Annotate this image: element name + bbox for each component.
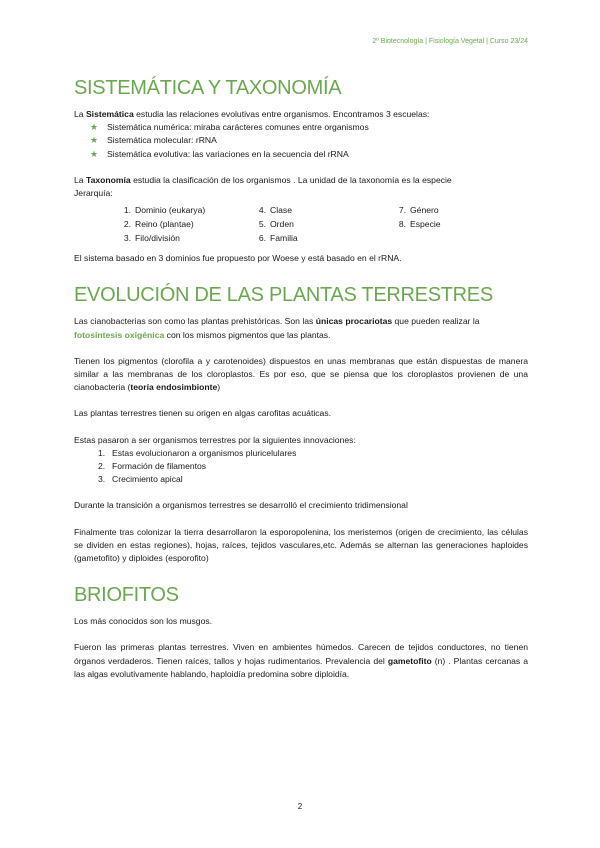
rank-number: 6. [258,233,266,244]
text-run: ) [217,382,221,393]
text-run: que pueden realizar la [392,316,480,327]
list-number: 3. [98,474,106,485]
rank-label: Clase [270,205,292,216]
rank-number: 8. [398,219,406,230]
rank-label: Especie [410,219,441,230]
running-header: 2º Biotecnología | Fisiología Vegetal | Curso 23/24 [372,38,528,45]
page-number: 2 [297,802,303,811]
list-item [90,148,528,161]
rank-item [114,204,205,217]
rank-item [249,218,294,231]
schools-list [74,121,528,161]
innovaciones-intro: Estas pasaron a ser organismos terrestres por la siguientes innovaciones: [74,434,356,445]
text-run: estudia las relaciones evolutivas entre organismos. Encontramos 3 escuelas: [133,109,430,119]
pigmentos-paragraph [74,355,528,395]
rank-item [114,218,194,231]
hierarchy-list [74,204,528,246]
term-procariotas: únicas procariotas [315,316,393,327]
rank-label: Orden [270,219,294,230]
text-run: La [74,109,86,119]
text-run: estudia la clasificación de los organismos . La unidad de la taxonomía es la especie [130,174,452,185]
star-bullet-icon: ★ [90,135,99,146]
rank-number: 7. [398,205,406,216]
rank-number: 1. [123,205,131,216]
list-item-text: Crecimiento apical [112,474,183,485]
text-run: Tienen los pigmentos (clorofila a y carotenoides) dispuestos en unas membranas que están dispuestas de manera similar a las membranas de los cloroplastos. Es por eso, que se piensa que los cloroplastos provienen de una cianobacteria ( [74,355,528,393]
list-item [98,447,528,460]
list-item-text: Formación de filamentos [112,461,207,472]
hierarchy-label: Jerarquía: [74,188,113,199]
text-run: con los mismos pigmentos que las plantas. [164,329,331,340]
origen-paragraph: Las plantas terrestres tienen su origen en algas carofitas acuáticas. [74,408,332,419]
list-number: 1. [98,447,106,458]
list-item-text: Sistemática molecular: rRNA [107,135,217,146]
section-title-briofitos: BRIOFITOS [74,584,179,607]
term-sistematica: Sistemática [85,109,134,119]
rank-item [389,218,441,231]
list-item [90,134,528,147]
term-taxonomia: Taxonomía [85,174,131,185]
star-bullet-icon: ★ [90,148,99,159]
text-run: Las cianobacterias son como las plantas prehistóricas. Son las [74,316,316,327]
rank-number: 5. [258,219,266,230]
list-item-text: Sistemática evolutiva: las variaciones en la secuencia del rRNA [107,148,349,159]
term-fotosintesis: fotosíntesis oxigénica [74,329,165,340]
section-title-sistematica: SISTEMÁTICA Y TAXONOMÍA [74,77,342,99]
rank-item [249,232,298,245]
woese-paragraph: El sistema basado en 3 dominios fue propuesto por Woese y está basado en el rRNA. [74,253,402,264]
sistematica-paragraph [74,108,528,121]
colonizacion-paragraph: Finalmente tras colonizar la tierra desarrollaron la esporopolenina, los meristemos (origen de crecimiento, las células se dividen en estas regiones), hojas, raíces, tejidos vasculares,etc. Además se alternan las generaciones haploides (gametofito) y diploides (esporofito) [74,526,528,564]
list-item-text: Sistemática numérica: miraba carácteres comunes entre organismos [107,122,369,133]
taxonomia-paragraph [74,174,528,200]
list-number: 2. [98,461,106,472]
list-item [90,121,528,134]
text-run: (n) . Plantas cercanas a las algas evolutivamente hablando, haploidía predomina sobre diploidía. [74,655,528,679]
transicion-paragraph: Durante la transición a organismos terrestres se desarrolló el crecimiento tridimensional [74,500,408,511]
term-endosimbionte: teoría endosimbionte [130,382,218,393]
briofitos-paragraph [74,641,528,681]
rank-number: 3. [123,233,131,244]
list-item [98,460,528,473]
cianobacterias-paragraph [74,315,528,341]
musgos-paragraph: Los más conocidos son los musgos. [74,616,213,627]
rank-number: 4. [258,205,266,216]
list-item-text: Estas evolucionaron a organismos pluricelulares [112,447,297,458]
rank-label: Familia [270,233,298,244]
rank-label: Filo/división [135,233,180,244]
rank-item [249,204,292,217]
page-content [74,76,528,681]
star-bullet-icon: ★ [90,122,99,133]
rank-label: Dominio (eukarya) [135,205,206,216]
text-run: Fueron las primeras plantas terrestres. Viven en ambientes húmedos. Carecen de tejidos conductores, no tienen órganos verdaderos. Tienen raíces, tallos y hojas rudimentarios. Prevalencia del [74,642,528,666]
rank-label: Género [410,205,439,216]
section-title-evolucion: EVOLUCIÓN DE LAS PLANTAS TERRESTRES [74,284,493,307]
text-run: La [74,174,86,185]
rank-item [114,232,180,245]
rank-item [389,204,439,217]
term-gametofito: gametofito [387,655,432,666]
innovations-list [74,447,528,487]
rank-number: 2. [123,219,131,230]
list-item [98,473,528,486]
rank-label: Reino (plantae) [135,219,194,230]
